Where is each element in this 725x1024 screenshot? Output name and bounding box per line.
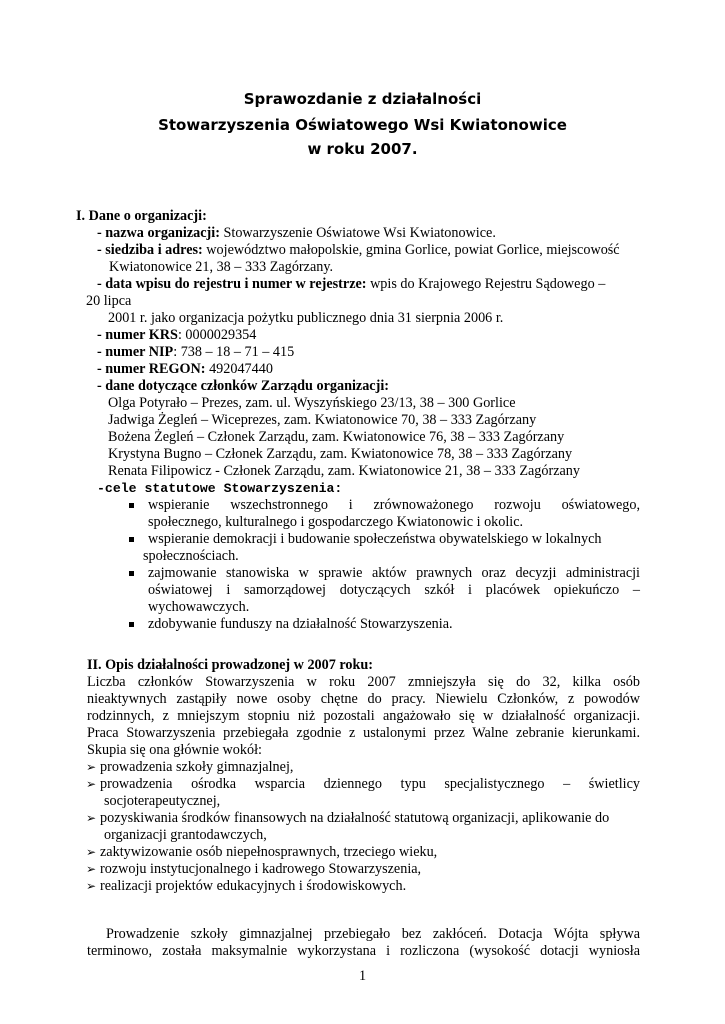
board-member: Jadwiga Żegleń – Wiceprezes, zam. Kwiatonowice 70, 38 – 333 Zagórzany (108, 412, 537, 428)
board-member: Olga Potyrało – Prezes, zam. ul. Wyszyńskiego 23/13, 38 – 300 Gorlice (108, 395, 516, 411)
paragraph-line: Liczba członków Stowarzyszenia w roku 2007 zmniejszyła się do 32, kilka osób (87, 674, 640, 690)
document-title-line-2: Stowarzyszenia Oświatowego Wsi Kwiatonowice (158, 116, 567, 134)
square-bullet-icon (129, 571, 134, 576)
address-value-1: województwo małopolskie, gmina Gorlice, powiat Gorlice, miejscowość (202, 242, 620, 258)
goals-label: -cele statutowe Stowarzyszenia: (97, 481, 343, 496)
paragraph-line: nieaktywnych zastąpiły nowe osoby chętne do pracy. Niewielu Członków, z powodów (87, 691, 640, 707)
arrow-bullet-icon: ➢ (86, 777, 97, 791)
arrow-bullet-icon: ➢ (86, 811, 97, 825)
arrow-bullet-icon: ➢ (86, 879, 97, 893)
section-2-heading: II. Opis działalności prowadzonej w 2007 roku: (87, 657, 374, 673)
nip-label: - numer NIP (97, 344, 174, 360)
registry-value-2: 20 lipca (86, 293, 132, 309)
address-row (97, 242, 620, 259)
arrow-bullet-icon: ➢ (86, 760, 97, 774)
goal-3-line-2: oświatowej i samorządowej dotyczących szkół i placówek opiekuńczo – (148, 582, 640, 598)
krs-value: : 0000029354 (177, 327, 257, 343)
paragraph-line: Skupia się ona głównie wokół: (87, 742, 262, 758)
org-name-row (97, 225, 496, 242)
address-value-2: Kwiatonowice 21, 38 – 333 Zagórzany. (109, 259, 334, 275)
section-1-heading: I. Dane o organizacji: (76, 208, 207, 224)
org-name-value: Stowarzyszenie Oświatowe Wsi Kwiatonowice. (219, 225, 496, 241)
board-member: Renata Filipowicz - Członek Zarządu, zam. Kwiatonowice 21, 38 – 333 Zagórzany (108, 463, 580, 479)
square-bullet-icon (129, 622, 134, 627)
paragraph-line: rodzinnych, z mniejszym stopniu niż pozostali angażowało się w działalność organizacji. (87, 708, 640, 724)
activity-item: realizacji projektów edukacyjnych i środowiskowych. (100, 878, 407, 894)
activity-item: prowadzenia szkoły gimnazjalnej, (100, 759, 294, 775)
arrow-bullet-icon: ➢ (86, 862, 97, 876)
krs-row (97, 327, 256, 344)
board-member: Krystyna Bugno – Członek Zarządu, zam. Kwiatonowice 78, 38 – 333 Zagórzany (108, 446, 573, 462)
nip-row (97, 344, 294, 361)
square-bullet-icon (129, 503, 134, 508)
nip-value: : 738 – 18 – 71 – 415 (173, 344, 295, 360)
arrow-bullet-icon: ➢ (86, 845, 97, 859)
address-label: - siedziba i adres: (97, 242, 203, 258)
krs-label: - numer KRS (97, 327, 178, 343)
activity-item: prowadzenia ośrodka wsparcia dziennego typu specjalistycznego – świetlicy (100, 776, 640, 792)
paragraph-line: Praca Stowarzyszenia przebiegała zgodnie z ustalonymi przez Walne zebranie kierunkami. (87, 725, 640, 741)
goal-3-line-3: wychowawczych. (148, 599, 250, 615)
closing-paragraph-line-1: Prowadzenie szkoły gimnazjalnej przebiegało bez zakłóceń. Dotacja Wójta spływa (106, 926, 640, 942)
registry-row (97, 276, 605, 293)
registry-value-1: wpis do Krajowego Rejestru Sądowego – (366, 276, 606, 292)
goal-1-line-1: wspieranie wszechstronnego i zrównoważonego rozwoju oświatowego, (148, 497, 640, 513)
closing-paragraph-line-2: terminowo, została maksymalnie wykorzystana i rozliczona (wysokość dotacji wyniosła (87, 943, 640, 959)
registry-value-3: 2001 r. jako organizacja pożytku publicznego dnia 31 sierpnia 2006 r. (108, 310, 504, 326)
activity-item-continued: organizacji grantodawczych, (104, 827, 267, 843)
activity-item: zaktywizowanie osób niepełnosprawnych, trzeciego wieku, (100, 844, 438, 860)
page-number: 1 (358, 968, 367, 984)
document-title-line-3: w roku 2007. (307, 140, 418, 158)
goal-1-line-2: społecznego, kulturalnego i gospodarczego Kwiatonowic i okolic. (148, 514, 524, 530)
activity-item: pozyskiwania środków finansowych na działalność statutową organizacji, aplikowanie do (100, 810, 610, 826)
regon-value: 492047440 (205, 361, 273, 377)
activity-item-continued: socjoterapeutycznej, (104, 793, 221, 809)
goal-3-line-1: zajmowanie stanowiska w sprawie aktów prawnych oraz decyzji administracji (148, 565, 640, 581)
regon-row (97, 361, 273, 378)
org-name-label: - nazwa organizacji: (97, 225, 220, 241)
board-member: Bożena Żegleń – Członek Zarządu, zam. Kwiatonowice 76, 38 – 333 Zagórzany (108, 429, 565, 445)
square-bullet-icon (129, 537, 134, 542)
goal-2-line-2: społecznościach. (143, 548, 239, 564)
registry-label: - data wpisu do rejestru i numer w rejestrze: (97, 276, 367, 292)
board-label: - dane dotyczące członków Zarządu organizacji: (97, 378, 389, 394)
activity-item: rozwoju instytucjonalnego i kadrowego Stowarzyszenia, (100, 861, 422, 877)
document-title-line-1: Sprawozdanie z działalności (243, 90, 482, 108)
regon-label: - numer REGON: (97, 361, 206, 377)
goal-4: zdobywanie funduszy na działalność Stowarzyszenia. (148, 616, 453, 632)
goal-2-line-1: wspieranie demokracji i budowanie społeczeństwa obywatelskiego w lokalnych (148, 531, 602, 547)
